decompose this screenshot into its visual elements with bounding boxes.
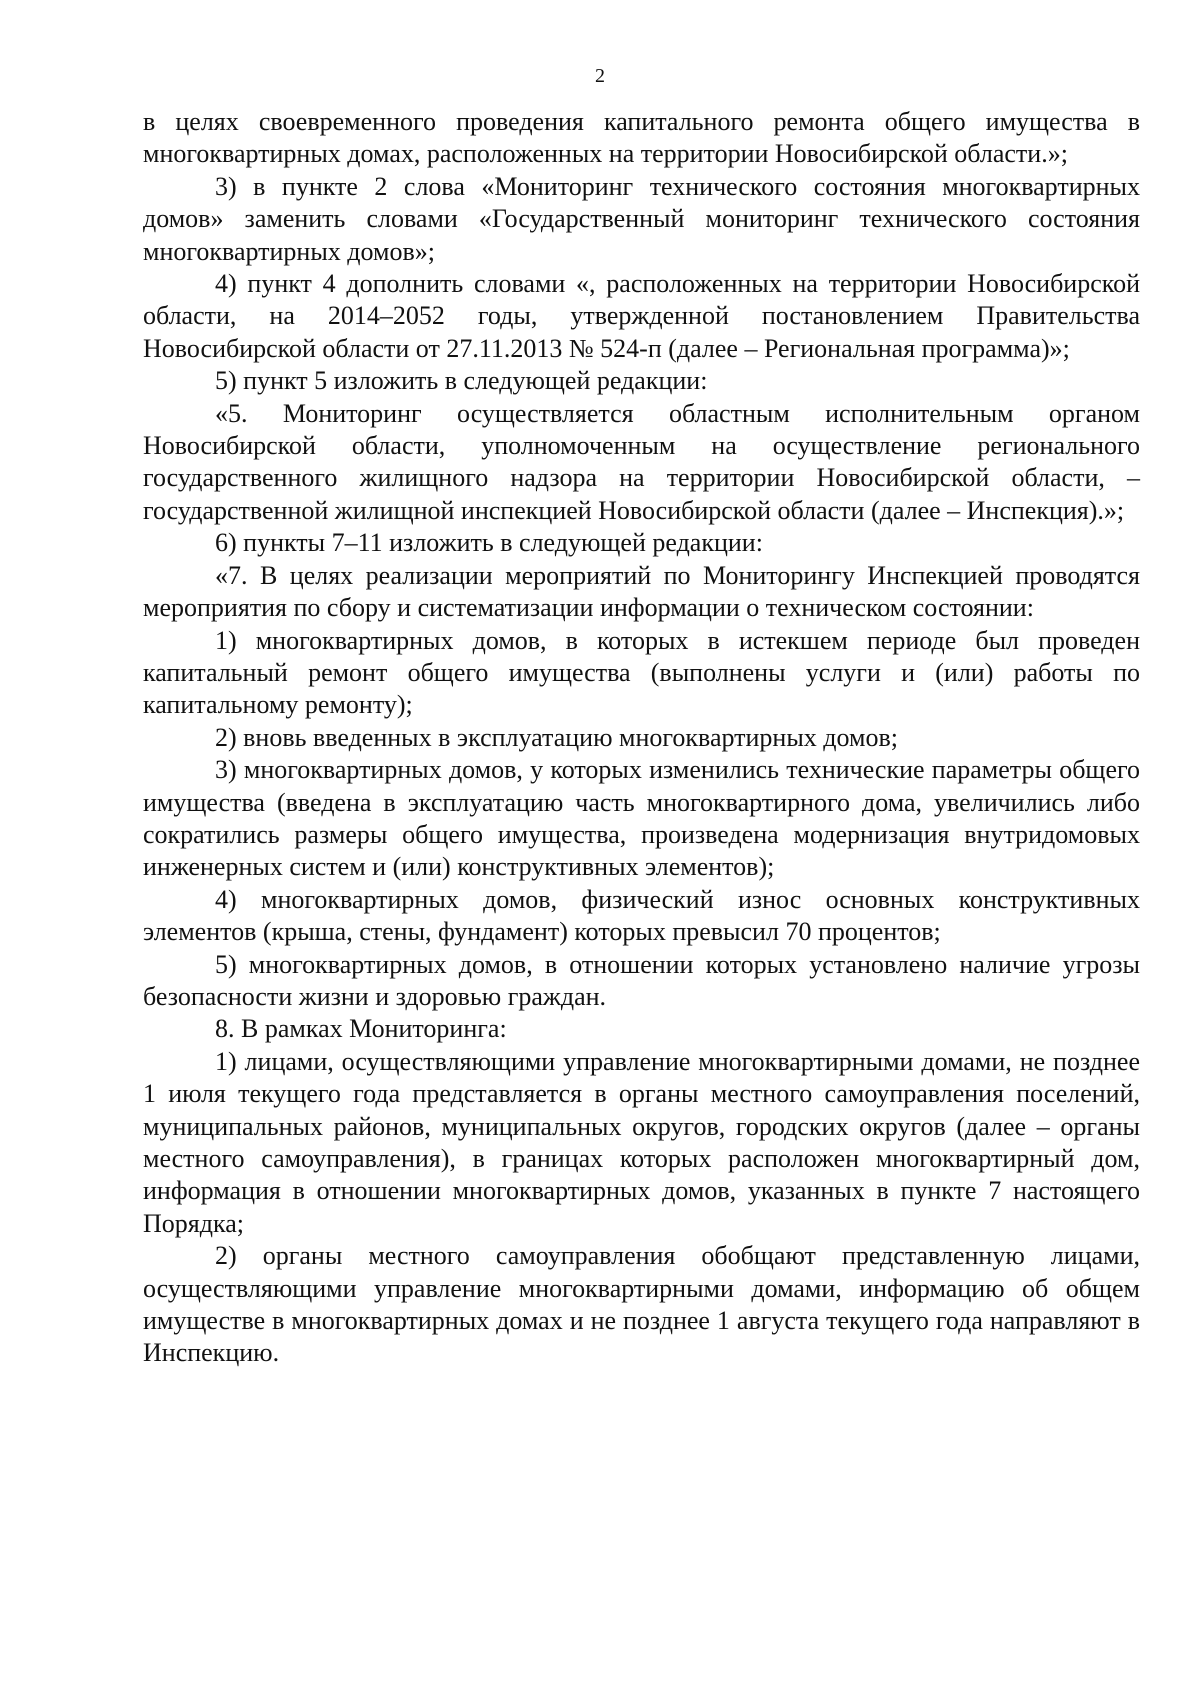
paragraph-item-3: 3) в пункте 2 слова «Мониторинг технического состояния многоквартирных домов» заменить словами «Государственный мониторинг технического состояния многоквартирных домов»; <box>143 171 1140 266</box>
paragraph-clause-7: «7. В целях реализации мероприятий по Мониторингу Инспекцией проводятся мероприятия по сбору и систематизации информации о техническом состоянии: <box>143 560 1140 623</box>
paragraph-item-4: 4) пункт 4 дополнить словами «, расположенных на территории Новосибирской области, на 2014–2052 годы, утвержденной постановлением Правительства Новосибирской области от 27.11.2013 № 524-п (далее – Региональная программа)»; <box>143 269 1140 363</box>
paragraph-continuation: в целях своевременного проведения капитального ремонта общего имущества в многоквартирных домах, расположенных на территории Новосибирской области.»; <box>143 107 1140 169</box>
paragraph-subitem-5: 5) многоквартирных домов, в отношении которых установлено наличие угрозы безопасности жизни и здоровью граждан. <box>143 949 1140 1011</box>
paragraph-subitem-2: 2) вновь введенных в эксплуатацию многоквартирных домов; <box>215 722 898 752</box>
paragraph-item-6: 6) пункты 7–11 изложить в следующей редакции: <box>215 528 763 558</box>
paragraph-clause-8: 8. В рамках Мониторинга: <box>215 1014 507 1044</box>
paragraph-subitem-4: 4) многоквартирных домов, физический износ основных конструктивных элементов (крыша, стены, фундамент) которых превысил 70 процентов; <box>143 884 1140 947</box>
page-number: 2 <box>595 65 605 87</box>
document-body <box>143 106 1140 1370</box>
paragraph-clause-5: «5. Мониторинг осуществляется областным исполнительным органом Новосибирской области, уполномоченным на осуществление регионального государственного жилищного надзора на территории Новосибирской области, – государственной жилищной инспекцией Новосибирской области (далее – Инспекция).»; <box>143 398 1140 525</box>
paragraph-clause-8-item-1: 1) лицами, осуществляющими управление многоквартирными домами, не позднее 1 июля текущего года представляется в органы местного самоуправления поселений, муниципальных районов, муниципальных округов, городских округов (далее – органы местного самоуправления), в границах которых расположен многоквартирный дом, информация в отношении многоквартирных домов, указанных в пункте 7 настоящего Порядка; <box>143 1046 1140 1238</box>
paragraph-clause-8-item-2: 2) органы местного самоуправления обобщают представленную лицами, осуществляющими управление многоквартирными домами, информацию об общем имуществе в многоквартирных домах и не позднее 1 августа текущего года направляют в Инспекцию. <box>143 1241 1140 1368</box>
paragraph-subitem-1: 1) многоквартирных домов, в которых в истекшем периоде был проведен капитальный ремонт общего имущества (выполнены услуги и (или) работы по капитальному ремонту); <box>143 625 1140 720</box>
paragraph-item-5: 5) пункт 5 изложить в следующей редакции: <box>215 366 708 396</box>
paragraph-subitem-3: 3) многоквартирных домов, у которых изменились технические параметры общего имущества (введена в эксплуатацию часть многоквартирного дома, увеличились либо сократились размеры общего имущества, произведена модернизация внутридомовых инженерных систем и (или) конструктивных элементов); <box>143 755 1140 882</box>
